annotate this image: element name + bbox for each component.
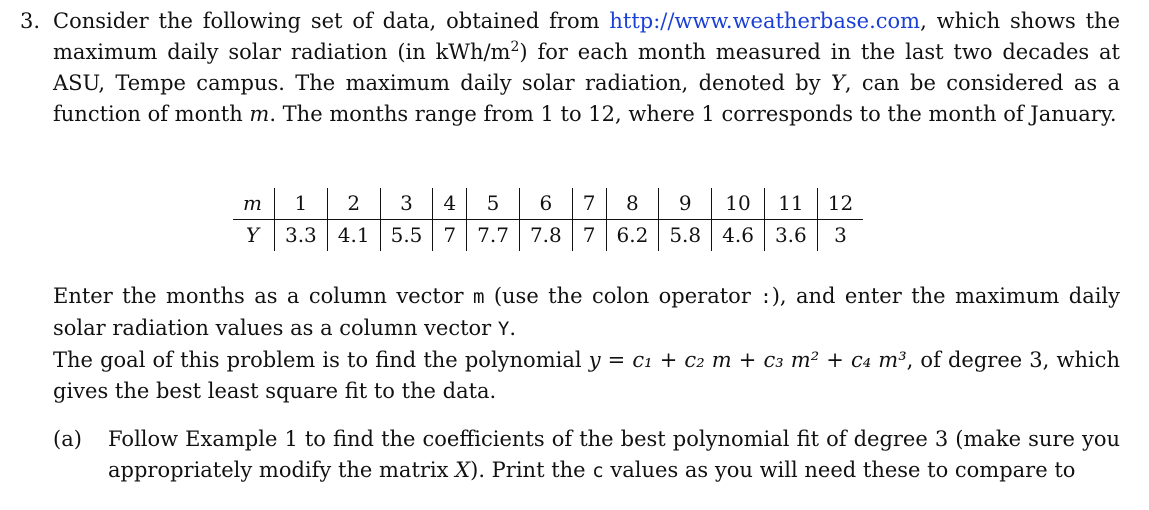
problem-statement (20, 6, 1120, 130)
table-cell: 4.6 (712, 220, 765, 252)
table-row-Y (233, 220, 863, 252)
part-a-text-2: ). Print the (470, 458, 593, 482)
table-row-m (233, 188, 863, 220)
instruction-paragraph-2 (53, 345, 1120, 407)
part-a (53, 424, 1120, 487)
row-label-m: m (233, 188, 274, 220)
code-m: m (472, 286, 485, 308)
table-cell: 2 (327, 188, 380, 220)
table-cell: 5 (467, 188, 520, 220)
code-colon: : (760, 286, 772, 308)
table-cell: 7 (572, 188, 606, 220)
table-cell: 6 (519, 188, 572, 220)
problem-intro (53, 6, 1120, 130)
table-cell: 3.6 (764, 220, 817, 252)
table-cell: 6.2 (606, 220, 659, 252)
code-c: c (592, 460, 604, 482)
table-cell: 7.8 (519, 220, 572, 252)
part-a-text-3: values as you will need these to compare to (603, 458, 1076, 482)
instructions-block (53, 281, 1120, 407)
table-cell: 10 (712, 188, 765, 220)
part-a-text-1: Follow Example 1 to find the coefficients of the best polynomial fit of degree 3 (make sure you appropriately modify the matrix (108, 427, 1120, 482)
data-table (233, 188, 863, 251)
variable-X: X (455, 458, 471, 482)
unit-superscript: 2 (510, 39, 520, 55)
table-cell: 7 (572, 220, 606, 252)
intro-text-1: Consider the following set of data, obtained from (53, 9, 610, 33)
code-Y: Y (497, 318, 510, 340)
table-cell: 5.8 (659, 220, 712, 252)
table-cell: 3 (817, 220, 863, 252)
table-cell: 7.7 (467, 220, 520, 252)
instruction-text: , of degree 3, which gives the best least square fit to the data. (53, 348, 1120, 403)
variable-Y: Y (830, 71, 845, 95)
table-cell: 5.5 (380, 220, 433, 252)
table-cell: 8 (606, 188, 659, 220)
table-cell: 3.3 (274, 220, 327, 252)
table-cell: 7 (433, 220, 467, 252)
table-cell: 1 (274, 188, 327, 220)
instruction-text: . (509, 316, 517, 340)
intro-text-5: . The months range from 1 to 12, where 1 corresponds to the month of January. (269, 102, 1117, 126)
intro-text-2: , which shows the maximum daily solar radiation (in kWh/m (53, 9, 1120, 64)
part-a-label: (a) (53, 427, 82, 451)
instruction-text: ), and enter the maximum daily solar radiation values as a column vector (53, 284, 1121, 340)
intro-text-4: , can be considered as a function of month (53, 71, 1120, 126)
variable-m: m (249, 102, 270, 126)
instruction-text: (use the colon operator (484, 284, 761, 308)
table-cell: 4 (433, 188, 467, 220)
polynomial-formula: y = c₁ + c₂ m + c₃ m² + c₄ m³ (588, 348, 907, 372)
table-cell: 3 (380, 188, 433, 220)
intro-text-3: ) for each month measured in the last two decades at ASU, Tempe campus. The maximum daily solar radiation, denoted by (53, 40, 1120, 95)
table-cell: 4.1 (327, 220, 380, 252)
weatherbase-link[interactable]: http://www.weatherbase.com (609, 9, 921, 33)
instruction-text: The goal of this problem is to find the polynomial (53, 348, 589, 372)
table-cell: 9 (659, 188, 712, 220)
part-a-text (108, 424, 1120, 487)
table-cell: 11 (764, 188, 817, 220)
table-cell: 12 (817, 188, 863, 220)
row-label-Y: Y (245, 223, 260, 247)
instruction-text: Enter the months as a column vector (53, 284, 473, 308)
problem-number: 3. (20, 9, 41, 33)
instruction-paragraph-1 (53, 281, 1120, 345)
